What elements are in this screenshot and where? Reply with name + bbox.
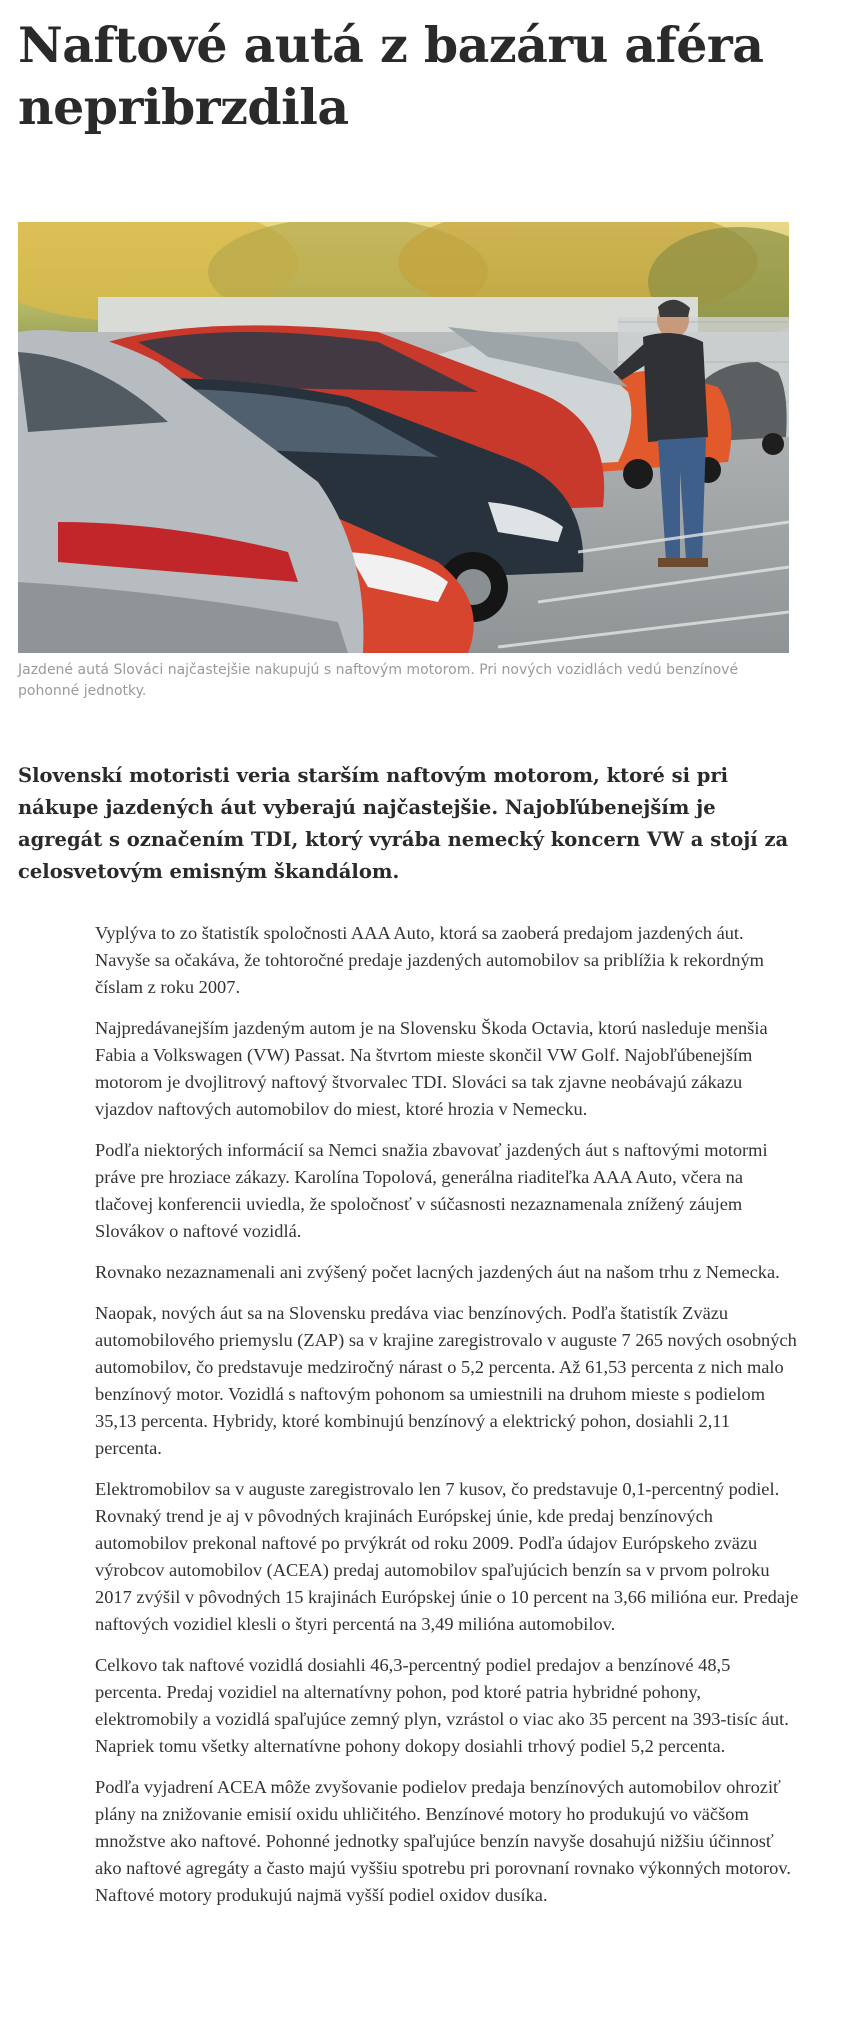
body-paragraph: Vyplýva to zo štatistík spoločnosti AAA Auto, ktorá sa zaoberá predajom jazdených áut. Navyše sa očakáva, že tohtoročné predaje jazdených automobilov sa priblížia k rekordným číslam z roku 2007. (95, 923, 764, 997)
body-paragraph: Podľa vyjadrení ACEA môže zvyšovanie podielov predaja benzínových automobilov ohroziť plány na znižovanie emisií oxidu uhličitého. Benzínové motory ho produkujú vo väčšom množstve ako naftové. Pohonné jednotky spaľujúce benzín navyše dosahujú nižšiu účinnosť ako naftové agregáty a často majú vyššiu spotrebu pri porovnaní rovnako výkonných motorov. Naftové motory produkujú najmä vyšší podiel oxidov dusíka. (95, 1777, 791, 1905)
photo-caption: Jazdené autá Slováci najčastejšie nakupujú s naftovým motorom. Pri nových vozidlách vedú benzínové pohonné jednotky. (18, 662, 739, 699)
article-lead: Slovenskí motoristi veria starším naftovým motorom, ktoré si pri nákupe jazdených áut vyberajú najčastejšie. Najobľúbenejším je agregát s označením TDI, ktorý vyrába nemecký koncern VW a stojí za celosvetovým emisným škandálom. (18, 764, 789, 883)
article-headline: Naftové autá z bazáru aféra nepribrzdila (18, 16, 764, 136)
body-paragraph: Elektromobilov sa v auguste zaregistrovalo len 7 kusov, čo predstavuje 0,1-percentný podiel. Rovnaký trend je aj v pôvodných krajinách Európskej únie, kde predaj benzínových automobilov prekonal naftové po prvýkrát od roku 2009. Podľa údajov Európskeho zväzu výrobcov automobilov (ACEA) predaj automobilov spaľujúcich benzín sa v prvom polroku 2017 zvýšil v pôvodných 15 krajinách Európskej únie o 10 percent na 3,66 milióna eur. Predaje naftových vozidiel klesli o štyri percentá na 3,49 milióna automobilov. (95, 1479, 799, 1634)
body-paragraph: Celkovo tak naftové vozidlá dosiahli 46,3-percentný podiel predajov a benzínové 48,5 percenta. Predaj vozidiel na alternatívny pohon, pod ktoré patria hybridné pohony, elektromobily a vozidlá spaľujúce zemný plyn, vzrástol o viac ako 35 percent na 393-tisíc áut. Napriek tomu všetky alternatívne pohony dokopy dosiahli trhový podiel 5,2 percenta. (95, 1655, 789, 1756)
article-body (95, 920, 800, 1923)
body-paragraph: Podľa niektorých informácií sa Nemci snažia zbavovať jazdených áut s naftovými motormi práve pre hroziace zákazy. Karolína Topolová, generálna riaditeľka AAA Auto, včera na tlačovej konferencii uviedla, že spoločnosť v súčasnosti nezaznamenala znížený záujem Slovákov o naftové vozidlá. (95, 1140, 768, 1241)
body-paragraph: Naopak, nových áut sa na Slovensku predáva viac benzínových. Podľa štatistík Zväzu automobilového priemyslu (ZAP) sa v krajine zaregistrovalo v auguste 7 265 nových osobných automobilov, čo predstavuje medziročný nárast o 5,2 percenta. Až 61,53 percenta z nich malo benzínový motor. Vozidlá s naftovým pohonom sa umiestnili na druhom mieste s podielom 35,13 percenta. Hybridy, ktoré kombinujú benzínový a elektrický pohon, dosiahli 2,11 percenta. (95, 1303, 797, 1458)
body-paragraph: Rovnako nezaznamenali ani zvýšený počet lacných jazdených áut na našom trhu z Nemecka. (95, 1262, 780, 1282)
body-paragraph: Najpredávanejším jazdeným autom je na Slovensku Škoda Octavia, ktorú nasleduje menšia Fabia a Volkswagen (VW) Passat. Na štvrtom mieste skončil VW Golf. Najobľúbenejším motorom je dvojlitrový naftový štvorvalec TDI. Slováci sa tak zjavne neobávajú zákazu vjazdov naftových automobilov do miest, ktoré hrozia v Nemecku. (95, 1018, 768, 1119)
article-photo (18, 222, 789, 653)
